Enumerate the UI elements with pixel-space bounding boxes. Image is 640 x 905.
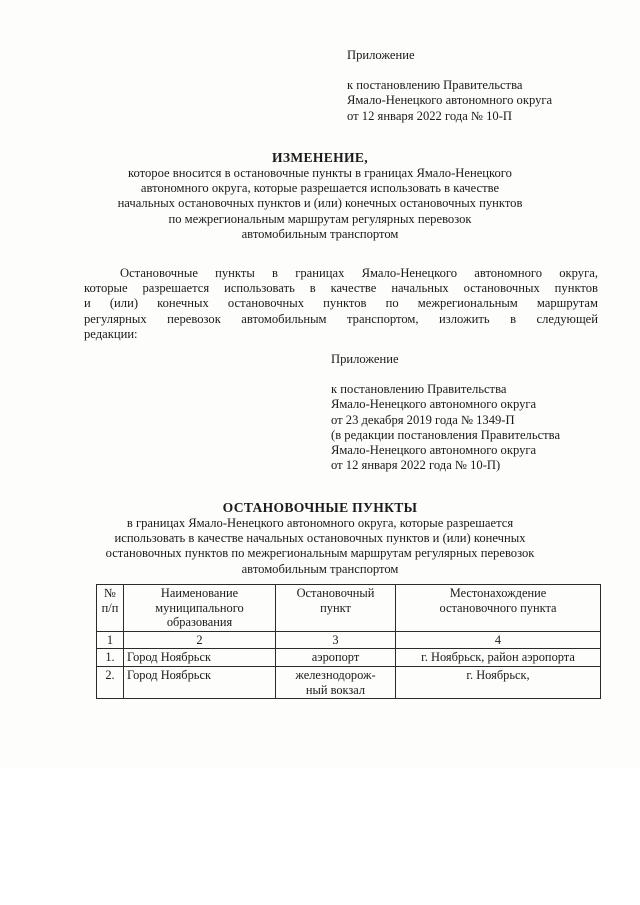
appendix-inner-line: от 12 января 2022 года № 10-П) bbox=[331, 458, 501, 473]
change-subtitle-line: по межрегиональным маршрутам регулярных перевозок bbox=[168, 211, 472, 226]
appendix-inner-line: к постановлению Правительства bbox=[331, 382, 507, 397]
blank-margin bbox=[0, 768, 640, 905]
appendix-inner-line: Ямало-Ненецкого автономного округа bbox=[331, 397, 537, 412]
body-paragraph-line: регулярных перевозок автомобильным транспортом, изложить в следующей bbox=[84, 311, 598, 326]
header-number: № п/п bbox=[97, 585, 124, 632]
change-subtitle-line: которое вносится в остановочные пункты в границах Ямало-Ненецкого bbox=[128, 166, 512, 180]
stops-subtitle-line: остановочных пунктов по межрегиональным маршрутам регулярных перевозок bbox=[105, 546, 535, 561]
body-paragraph bbox=[84, 266, 598, 342]
body-paragraph-line: которые разрешается использовать в качестве начальных остановочных пунктов bbox=[84, 281, 598, 296]
appendix-inner-line: Ямало-Ненецкого автономного округа bbox=[331, 443, 537, 458]
header-stop: Остановочный пункт bbox=[276, 585, 396, 632]
change-subtitle-line: начальных остановочных пунктов и (или) конечных остановочных пунктов bbox=[117, 196, 523, 211]
stops-subtitle-line: использовать в качестве начальных остановочных пунктов и (или) конечных bbox=[114, 531, 526, 546]
numbering-cell: 1 bbox=[97, 631, 124, 649]
table-row bbox=[97, 649, 601, 667]
row-municipality: Город Ноябрьск bbox=[124, 666, 276, 698]
appendix-top-title: Приложение bbox=[347, 48, 415, 62]
row-location: г. Ноябрьск, bbox=[396, 666, 601, 698]
table-row bbox=[97, 666, 601, 698]
row-location: г. Ноябрьск, район аэропорта bbox=[396, 649, 601, 667]
appendix-inner-line: от 23 декабря 2019 года № 1349-П bbox=[331, 412, 515, 427]
change-subtitle-line: автомобильным транспортом bbox=[241, 226, 399, 241]
stops-heading: ОСТАНОВОЧНЫЕ ПУНКТЫ bbox=[222, 500, 418, 515]
row-stop: железнодорож- ный вокзал bbox=[276, 666, 396, 698]
appendix-top bbox=[347, 48, 552, 124]
numbering-cell: 2 bbox=[124, 631, 276, 649]
appendix-top-line: от 12 января 2022 года № 10-П bbox=[347, 108, 512, 123]
appendix-inner-title: Приложение bbox=[331, 352, 399, 366]
row-municipality: Город Ноябрьск bbox=[124, 649, 276, 667]
appendix-inner-line: (в редакции постановления Правительства bbox=[331, 427, 561, 442]
stops-subtitle-line: автомобильным транспортом bbox=[241, 561, 399, 576]
appendix-top-line: к постановлению Правительства bbox=[347, 78, 523, 93]
stops-subtitle-line: в границах Ямало-Ненецкого автономного округа, которые разрешается bbox=[126, 516, 514, 530]
body-paragraph-line: редакции: bbox=[84, 326, 138, 341]
numbering-cell: 3 bbox=[276, 631, 396, 649]
header-location: Местонахождение остановочного пункта bbox=[396, 585, 601, 632]
row-number: 1. bbox=[97, 649, 124, 667]
numbering-cell: 4 bbox=[396, 631, 601, 649]
body-paragraph-line: Остановочные пункты в границах Ямало-Ненецкого автономного округа, bbox=[120, 266, 598, 280]
change-subtitle-line: автономного округа, которые разрешается использовать в качестве bbox=[140, 181, 500, 196]
table-numbering-row bbox=[97, 631, 601, 649]
stops-subtitle bbox=[60, 516, 580, 577]
appendix-inner bbox=[331, 352, 560, 473]
appendix-top-line: Ямало-Ненецкого автономного округа bbox=[347, 93, 553, 108]
table-header-row bbox=[97, 585, 601, 632]
change-subtitle bbox=[60, 166, 580, 242]
change-heading: ИЗМЕНЕНИЕ, bbox=[272, 150, 368, 165]
row-stop: аэропорт bbox=[276, 649, 396, 667]
header-municipality: Наименование муниципального образования bbox=[124, 585, 276, 632]
stops-table bbox=[96, 584, 601, 699]
body-paragraph-line: и (или) конечных остановочных пунктов по межрегиональным маршрутам bbox=[84, 296, 598, 311]
row-number: 2. bbox=[97, 666, 124, 698]
